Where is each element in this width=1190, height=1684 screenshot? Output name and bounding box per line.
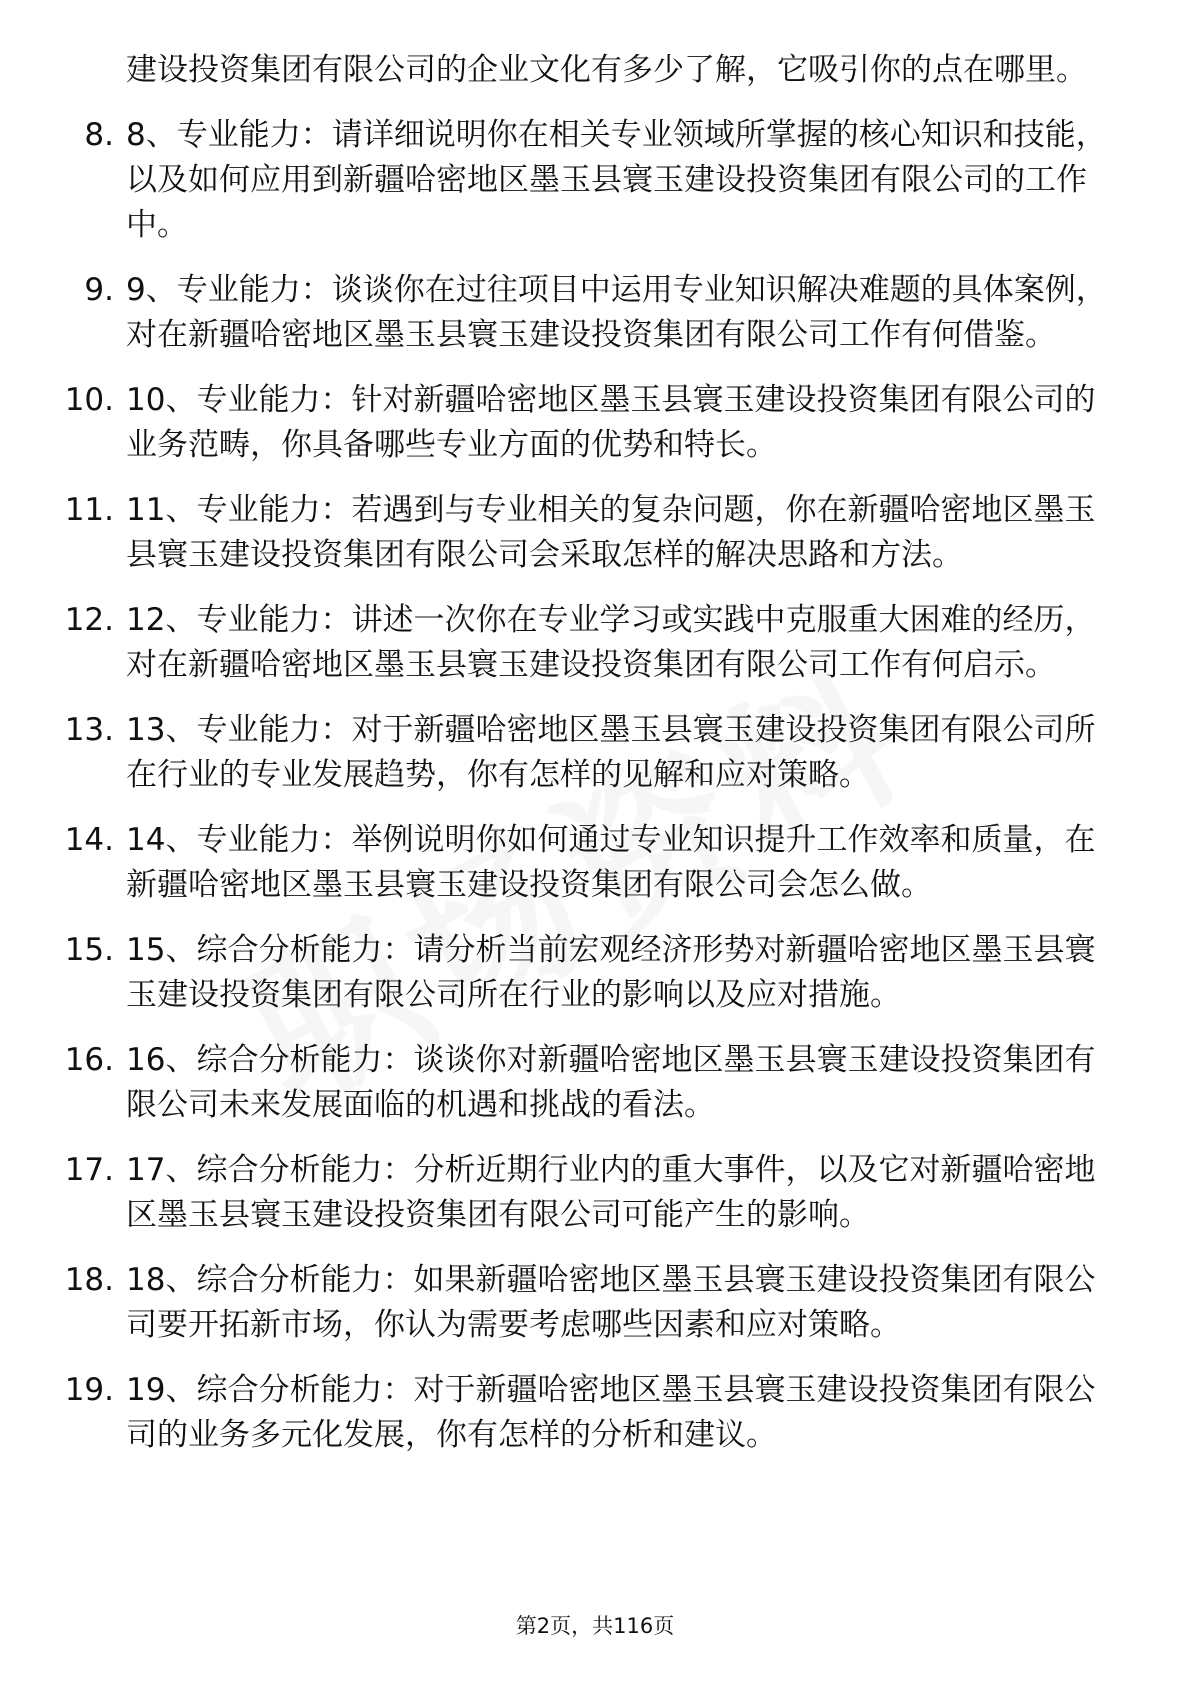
item-text: 17、综合分析能力：分析近期行业内的重大事件，以及它对新疆哈密地区墨玉县寰玉建设投资集团有限公司可能产生的影响。 [126,1152,1096,1233]
list-item [60,268,1140,358]
item-number: 18. [64,1262,114,1298]
item-number: 17. [64,1152,114,1188]
list-item [60,378,1140,468]
item-text: 13、专业能力：对于新疆哈密地区墨玉县寰玉建设投资集团有限公司所在行业的专业发展趋势，你有怎样的见解和应对策略。 [126,712,1096,793]
item-number: 9. [84,272,114,308]
content-area [60,48,1140,1478]
item-number: 13. [64,712,114,748]
item-text: 8、专业能力：请详细说明你在相关专业领域所掌握的核心知识和技能，以及如何应用到新疆哈密地区墨玉县寰玉建设投资集团有限公司的工作中。 [126,117,1107,243]
item-text: 12、专业能力：讲述一次你在专业学习或实践中克服重大困难的经历，对在新疆哈密地区墨玉县寰玉建设投资集团有限公司工作有何启示。 [126,602,1096,683]
item-number: 14. [64,822,114,858]
item-number: 12. [64,602,114,638]
item-number: 10. [64,382,114,418]
item-text: 10、专业能力：针对新疆哈密地区墨玉县寰玉建设投资集团有限公司的业务范畴，你具备哪些专业方面的优势和特长。 [126,382,1096,463]
list-item [60,1258,1140,1348]
item-number: 8. [84,117,114,153]
page-footer: 第2页，共116页 [515,1614,675,1638]
item-text: 9、专业能力：谈谈你在过往项目中运用专业知识解决难题的具体案例，对在新疆哈密地区墨玉县寰玉建设投资集团有限公司工作有何借鉴。 [126,272,1107,353]
item-text: 14、专业能力：举例说明你如何通过专业知识提升工作效率和质量，在新疆哈密地区墨玉县寰玉建设投资集团有限公司会怎么做。 [126,822,1096,903]
item-number: 15. [64,932,114,968]
item-text: 18、综合分析能力：如果新疆哈密地区墨玉县寰玉建设投资集团有限公司要开拓新市场，你认为需要考虑哪些因素和应对策略。 [126,1262,1096,1343]
list-item [60,1148,1140,1238]
list-item [60,708,1140,798]
list-item [60,488,1140,578]
list-item [60,113,1140,248]
intro-paragraph: 建设投资集团有限公司的企业文化有多少了解，它吸引你的点在哪里。 [126,52,1087,88]
list-item [60,1038,1140,1128]
item-text: 19、综合分析能力：对于新疆哈密地区墨玉县寰玉建设投资集团有限公司的业务多元化发展，你有怎样的分析和建议。 [126,1372,1096,1453]
list-item [60,598,1140,688]
item-number: 19. [64,1372,114,1408]
list-item [60,928,1140,1018]
item-number: 16. [64,1042,114,1078]
item-text: 15、综合分析能力：请分析当前宏观经济形势对新疆哈密地区墨玉县寰玉建设投资集团有限公司所在行业的影响以及应对措施。 [126,932,1096,1013]
list-item [60,1368,1140,1458]
list-item [60,818,1140,908]
item-text: 16、综合分析能力：谈谈你对新疆哈密地区墨玉县寰玉建设投资集团有限公司未来发展面临的机遇和挑战的看法。 [126,1042,1096,1123]
item-text: 11、专业能力：若遇到与专业相关的复杂问题，你在新疆哈密地区墨玉县寰玉建设投资集团有限公司会采取怎样的解决思路和方法。 [126,492,1096,573]
item-number: 11. [64,492,114,528]
